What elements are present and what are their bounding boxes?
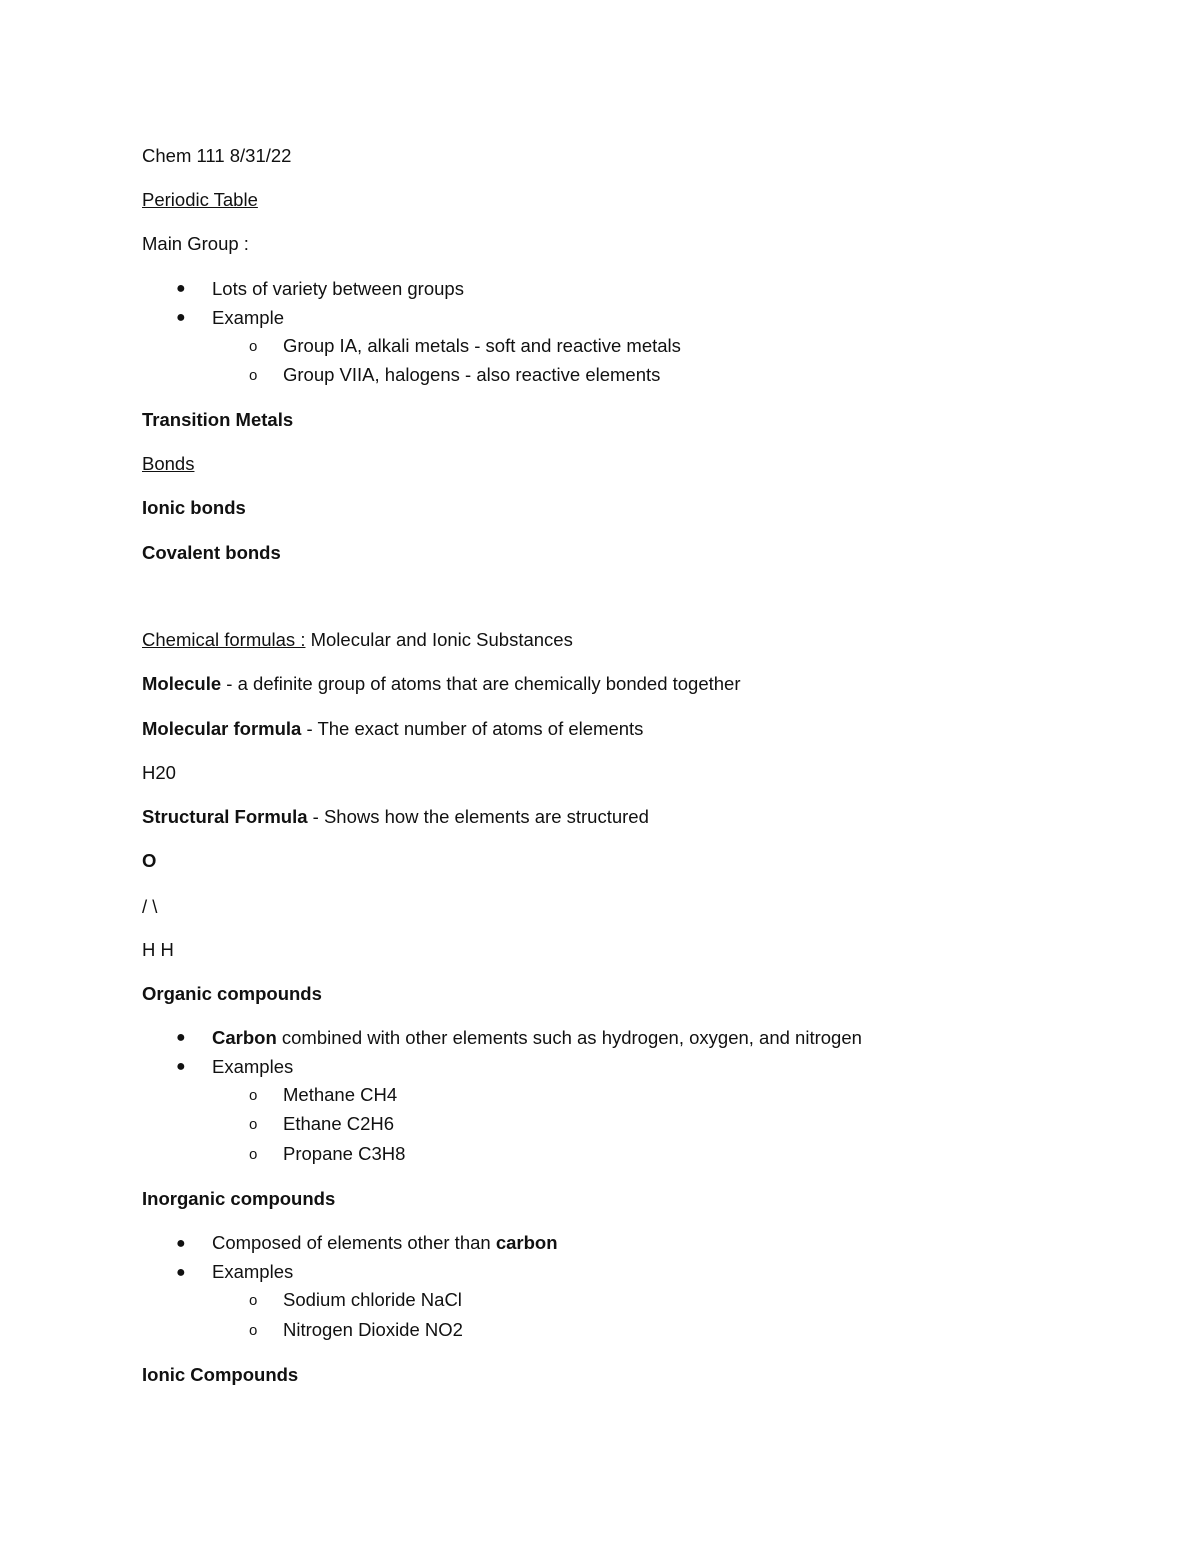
molecular-formula-definition — [142, 718, 643, 739]
bullet: ● — [176, 280, 186, 297]
heading-periodic-table: Periodic Table — [142, 189, 258, 210]
structural-formula-definition — [142, 806, 649, 827]
bold-term: carbon — [495, 1232, 558, 1253]
heading-organic-compounds: Organic compounds — [142, 983, 322, 1004]
term: Molecular formula — [142, 718, 302, 739]
sub-bullet: o — [249, 1087, 258, 1104]
sub-bullet: o — [249, 1146, 258, 1163]
sub-list-item: Ethane C2H6 — [283, 1113, 395, 1134]
term: Molecule — [142, 673, 222, 694]
sub-list-item: Group VIIA, halogens - also reactive elements — [283, 364, 661, 385]
bullet: ● — [176, 1058, 186, 1075]
heading-covalent-bonds: Covalent bonds — [142, 542, 281, 563]
sub-bullet: o — [249, 1292, 258, 1309]
heading-transition-metals: Transition Metals — [142, 409, 294, 430]
sub-bullet: o — [249, 338, 258, 355]
chemical-formulas-label: Chemical formulas : — [142, 629, 306, 650]
chemical-formulas-line — [142, 629, 573, 650]
heading-main-group: Main Group : — [142, 233, 249, 254]
sub-list-item: Group IA, alkali metals - soft and reactive metals — [283, 335, 681, 356]
bullet: ● — [176, 309, 186, 326]
h2o-formula: H20 — [142, 762, 176, 783]
sub-list-item: Sodium chloride NaCl — [283, 1289, 462, 1310]
bold-term: Carbon — [212, 1027, 277, 1048]
list-item: Examples — [212, 1261, 294, 1282]
item-text: Composed of elements other than — [212, 1232, 496, 1253]
structure-bonds: / \ — [142, 896, 158, 917]
term: Structural Formula — [142, 806, 308, 827]
list-item — [212, 1232, 558, 1253]
sub-list-item: Nitrogen Dioxide NO2 — [283, 1319, 463, 1340]
structure-oxygen: O — [142, 850, 157, 871]
sub-list-item: Methane CH4 — [283, 1084, 398, 1105]
heading-inorganic-compounds: Inorganic compounds — [142, 1188, 336, 1209]
definition: - a definite group of atoms that are chemically bonded together — [221, 673, 741, 694]
heading-ionic-bonds: Ionic bonds — [142, 497, 246, 518]
list-item: Examples — [212, 1056, 294, 1077]
list-item: Example — [212, 307, 284, 328]
document-title: Chem 111 8/31/22 — [142, 145, 292, 166]
sub-bullet: o — [249, 367, 258, 384]
bullet: ● — [176, 1264, 186, 1281]
item-text: combined with other elements such as hydrogen, oxygen, and nitrogen — [276, 1027, 862, 1048]
chemical-formulas-text: Molecular and Ionic Substances — [305, 629, 573, 650]
heading-ionic-compounds: Ionic Compounds — [142, 1364, 299, 1385]
list-item: Lots of variety between groups — [212, 278, 464, 299]
sub-bullet: o — [249, 1116, 258, 1133]
structure-hydrogens: H H — [142, 939, 174, 960]
sub-bullet: o — [249, 1322, 258, 1339]
heading-bonds: Bonds — [142, 453, 195, 474]
list-item — [212, 1027, 862, 1048]
definition: - The exact number of atoms of elements — [301, 718, 644, 739]
sub-list-item: Propane C3H8 — [283, 1143, 406, 1164]
definition: - Shows how the elements are structured — [307, 806, 649, 827]
bullet: ● — [176, 1029, 186, 1046]
molecule-definition — [142, 673, 741, 694]
bullet: ● — [176, 1235, 186, 1252]
